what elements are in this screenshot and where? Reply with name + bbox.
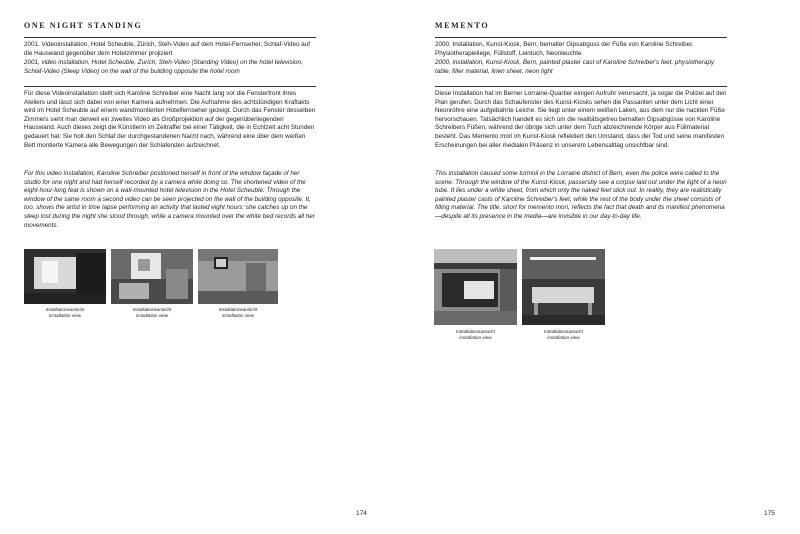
right-meta-de: 2000, Installation, Kunst-Kiosk, Bern, bemalter Gipsabguss der Füße von Karoline Schreiber, Physiotherapieliege, Füllstoff, Leintuch, Neonleuchte	[435, 41, 694, 57]
right-page-number: 175	[764, 510, 775, 517]
left-title: ONE NIGHT STANDING	[24, 21, 143, 30]
right-mid-rule	[435, 86, 727, 87]
left-body-de: Für diese Videoinstallation stellt sich Karoline Schreiber eine Nacht lang vor die Fensterfront ihres Ateliers und lässt sich dabei von einer Kamera aufnehmen. Die Aufnahme des achtstündigen Kraftakts wird im Hotel Scheuble auf einem wandmontierten Hotelfernseher gezeigt. Durch das Fenster desselben Zimmers sieht man derweil ein zweites Video als Großprojektion auf der gegenüberliegenden Hauswand. Auch dieses zeigt die Künstlerin im Zeitraffer bei einer Tätigkeit, die in Echtzeit acht Stunden gedauert hat: Sie holt den Schlaf der durchgestandenen Nacht nach, während eine über dem weißen Bett montierte Kamera alle Bewegungen der Schlafenden aufzeichnet.	[24, 90, 316, 149]
left-caption-1: Installationsansicht installation view	[45, 307, 85, 318]
right-meta	[435, 41, 727, 76]
right-meta-en: 2000, installation, Kunst-Kiosk, Bern, painted plaster cast of Karoline Schreiber's feet, physiotherapy table, filler material, linen sheet, neon light	[435, 59, 715, 75]
left-mid-rule	[24, 86, 316, 87]
photo-kiosk-interior	[522, 249, 605, 325]
left-meta	[24, 41, 316, 76]
left-top-rule	[24, 37, 316, 38]
photo-hotel-tv	[198, 249, 278, 304]
left-meta-de: 2001, Videoinstallation, Hotel Scheuble, Zürich, Steh-Video auf dem Hotel-Fernseher, Schlaf-Video auf die Hauswand gegenüber dem Hotelzimmer projiziert	[24, 41, 310, 57]
photo-kiosk-exterior	[434, 249, 517, 325]
right-caption-2: Installationsansicht installation view	[544, 329, 583, 340]
left-page-number: 174	[356, 510, 367, 517]
right-top-rule	[435, 37, 727, 38]
right-body-en: This installation caused some turmoil in the Lorraine district of Bern, even the police were called to the scene. Through the window of the Kunst-Kiosk, passersby see a corpse laid out under the light of a neon tube. It lies under a white sheet, from which only the naked feet stick out. In reality, they are realistically painted plaster casts of Karoline Schreiber's feet, while the rest of the body under the sheet consists of filling material. The title, short for memento mori, reflects the fact that death and its manifest phenomena—despite all its presence in the media—are invisible in our day-to-day life.	[435, 170, 727, 220]
left-body-en: For this video installation, Karoline Schreiber positioned herself in front of the window façade of her studio for one night and had herself recorded by a camera while doing so. The shortened video of the eight-hour-long feat is shown on a wall-mounted hotel television in the Hotel Scheuble. Through the window of the same room a second video can be seen projected on the wall of the building opposite. It, too, shows the artist in time lapse performing an activity that lasted eight hours: she catches up on the sleep lost during the night she stood through, while a camera mounted over the white bed records all her movements.	[24, 170, 315, 229]
left-caption-3: Installationsansicht installation view	[218, 307, 258, 318]
right-body-de: Diese Installation hat im Berner Lorraine-Quartier einigen Aufruhr verursacht, ja sogar die Polizei auf den Plan gerufen. Durch das Schaufenster des Kunst-Kiosks sehen die Passanten unter dem Licht einer Neonröhre eine aufgebahrte Leiche. Sie liegt unter einem weißen Laken, aus dem nur die nackten Füße hervorschauen. Tatsächlich handelt es sich um die realitätsgetreu bemalten Gipsabgüsse von Karoline Schreibers Füßen, während der übrige sich unter dem Tuch abzeichnende Körper aus Füllmaterial besteht. Das Memento mori im Kunst-Kiosk reflektiert den Umstand, dass der Tod und seine manifesten Erscheinungen bei aller medialen Präsenz in unserem Lebensalltag unsichtbar sind.	[435, 90, 727, 149]
photo-hotel-room	[111, 249, 193, 304]
left-caption-2: Installationsansicht installation view	[132, 307, 172, 318]
right-title: MEMENTO	[435, 21, 490, 30]
right-page	[400, 0, 800, 534]
left-meta-en: 2001, video installation, Hotel Scheuble, Zurich, Steh-Video (Standing Video) on the hotel television, Schlaf-Video (Sleep Video) on the wall of the building opposite the hotel room	[24, 59, 303, 75]
right-caption-1: Installationsansicht installation view	[456, 329, 495, 340]
photo-hotel-window	[24, 249, 106, 304]
